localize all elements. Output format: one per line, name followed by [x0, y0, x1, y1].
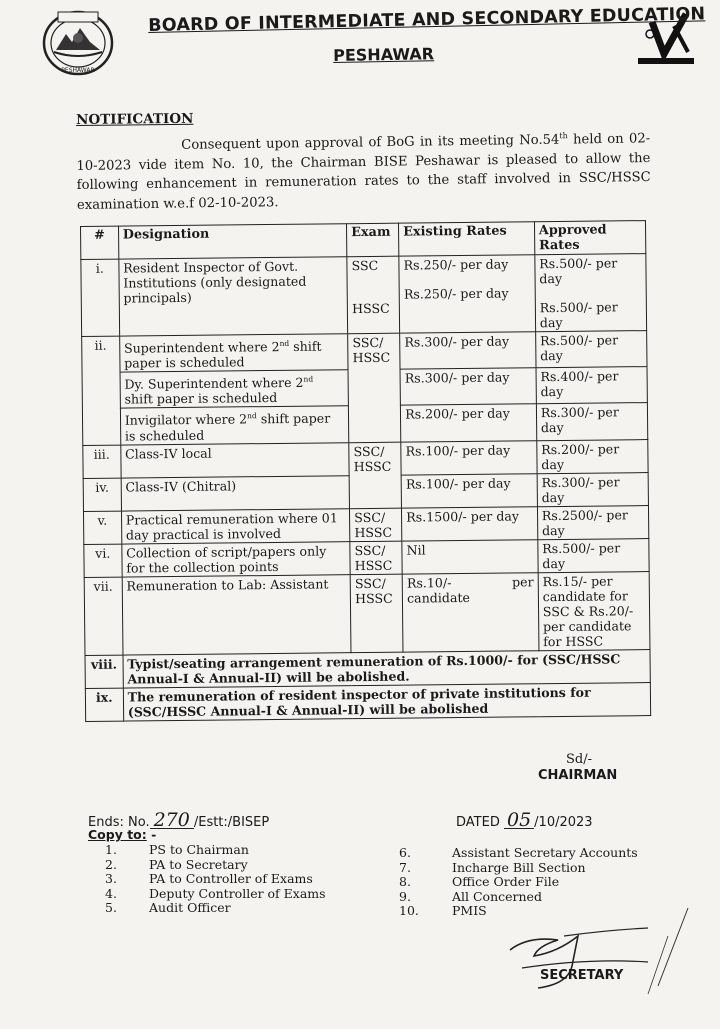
list-text: Assistant Secretary Accounts [452, 845, 638, 860]
designation-text: shift paper is scheduled [124, 338, 322, 371]
designation-sup: nd [303, 374, 314, 384]
copy-list-left [105, 843, 326, 916]
list-text: PA to Secretary [149, 856, 248, 872]
row-approved: Rs.200/- per day [537, 439, 649, 473]
row-designation: Resident Inspector of Govt. Institutions (only designated principals) [119, 257, 348, 336]
row-existing: Rs.300/- per day [400, 332, 536, 370]
para-text-1: Consequent upon approval of BoG in its meeting No.54 [181, 132, 560, 153]
list-item [105, 901, 326, 916]
dated-line [456, 809, 593, 831]
list-number: 1. [105, 842, 117, 857]
row-existing: Rs.100/- per day [401, 440, 537, 474]
row-existing: Rs.1500/- per day [402, 506, 538, 540]
secretary-title: SECRETARY [540, 968, 624, 983]
row-number: v. [83, 511, 121, 544]
exam-hssc: HSSC [351, 300, 390, 317]
exam-ssc: SSC [351, 257, 379, 274]
dated-day-handwritten: 05 [504, 812, 534, 829]
row-existing: Rs.100/- per day [401, 473, 537, 507]
row-approved [535, 254, 647, 332]
para-sup: th [559, 131, 568, 141]
row-exam: SSC/ HSSC [349, 442, 402, 509]
row-approved: Rs.300/- per day [537, 472, 649, 506]
row-designation: Collection of script/papers only for the collection points [122, 541, 351, 576]
existing-unit: candidate [407, 589, 471, 606]
sd-mark: Sd/- [566, 752, 592, 767]
row-note: The remuneration of resident inspector of private institutions for (SSC/HSSC Annual-I & Annual-II) will be abolished [123, 682, 651, 721]
designation-text: Invigilator where 2 [124, 411, 248, 429]
list-number: 2. [105, 856, 117, 872]
list-number: 6. [399, 845, 411, 860]
row-designation: Class-IV (Chitral) [121, 475, 350, 510]
list-text: Incharge Bill Section [452, 859, 586, 875]
list-text: Deputy Controller of Exams [149, 885, 326, 901]
row-approved: Rs.15/- per candidate for SSC & Rs.20/- per candidate for HSSC [538, 571, 650, 650]
table-row [84, 571, 650, 655]
designation-text: Superintendent where 2 [123, 339, 280, 356]
row-exam: SSC/ HSSC [350, 508, 402, 542]
designation-text: Dy. Superintendent where 2 [124, 375, 304, 392]
row-approved: Rs.400/- per day [536, 367, 648, 404]
list-number: 8. [399, 874, 411, 890]
row-designation: Class-IV local [121, 442, 350, 477]
row-designation [119, 334, 348, 373]
row-designation: Practical remuneration where 01 day practical is involved [121, 508, 350, 543]
row-existing: Rs.300/- per day [400, 368, 536, 406]
list-number: 9. [399, 888, 411, 904]
list-number: 7. [399, 859, 411, 875]
copy-to-text: Copy to: [88, 827, 147, 842]
list-text: All Concerned [452, 888, 542, 904]
chairman-title: CHAIRMAN [538, 768, 618, 783]
table-row [85, 682, 650, 721]
list-number: 5. [105, 900, 117, 916]
ends-suffix: /Estt:/BISEP [193, 815, 270, 830]
existing-ssc: Rs.250/- per day [403, 256, 509, 273]
header-no: # [81, 226, 119, 259]
row-number: vi. [84, 544, 122, 577]
row-exam: SSC/ HSSC [350, 574, 403, 653]
row-number: ix. [85, 688, 123, 721]
list-number: 10. [399, 903, 419, 919]
row-number: iv. [83, 478, 121, 511]
table-row [82, 331, 647, 373]
list-item [105, 872, 326, 887]
row-number: i. [81, 259, 120, 336]
row-exam [347, 256, 400, 334]
list-text: Office Order File [452, 874, 560, 890]
notification-heading: NOTIFICATION [76, 110, 194, 128]
designation-sup: nd [247, 411, 257, 421]
approved-hssc: Rs.500/- per day [539, 299, 618, 331]
row-exam: SSC/ HSSC [348, 333, 401, 442]
row-note: Typist/seating arrangement remuneration of Rs.1000/- for (SSC/HSSC Annual-I & Annual-II) will be abolished. [123, 649, 651, 688]
list-text: PA to Controller of Exams [149, 871, 313, 887]
row-approved: Rs.2500/- per day [537, 505, 649, 539]
list-item [399, 890, 638, 905]
designation-sup: nd [279, 338, 290, 348]
table-row [81, 254, 647, 337]
existing-hssc: Rs.250/- per day [403, 285, 509, 302]
existing-amount: Rs.10/- [406, 574, 452, 591]
row-approved: Rs.500/- per day [535, 331, 647, 368]
ends-number-handwritten: 270 [150, 812, 194, 829]
remuneration-table [80, 220, 651, 721]
copy-to-dash: - [146, 827, 157, 842]
row-exam: SSC/ HSSC [350, 541, 402, 575]
row-existing [402, 572, 538, 651]
approved-ssc: Rs.500/- per day [539, 255, 618, 287]
board-seal-logo [40, 8, 116, 78]
secretary-signature [498, 906, 698, 998]
list-item [399, 875, 638, 890]
dated-month-year: /10/2023 [534, 815, 593, 830]
row-approved: Rs.300/- per day [536, 403, 648, 440]
logo-text: PESHAWAR [61, 67, 95, 74]
list-item [399, 846, 638, 861]
designation-text: shift paper is scheduled [124, 390, 278, 407]
list-number: 4. [105, 885, 117, 901]
para-text-2: held on 02-10-2023 vide item No. 10, the Chairman BISE Peshawar is pleased to allow the following enhancement in remuneration rates to the staff involved in SSC/HSSC examination w.e.f 02-10-2023. [76, 131, 651, 213]
list-text: Audit Officer [149, 900, 231, 916]
list-number: 3. [105, 871, 117, 887]
list-item [105, 858, 326, 873]
dated-label: DATED [456, 815, 500, 830]
list-item [105, 843, 326, 858]
list-text: PS to Chairman [149, 842, 249, 857]
ends-label: Ends: No. [88, 815, 150, 830]
row-existing: Rs.200/- per day [401, 404, 537, 442]
header-exam: Exam [347, 223, 399, 257]
header-existing: Existing Rates [399, 222, 535, 256]
row-designation: Remuneration to Lab: Assistant [122, 574, 351, 654]
board-city: PESHAWAR [333, 44, 435, 65]
row-number: vii. [84, 577, 123, 655]
row-number: iii. [83, 445, 121, 478]
header-designation: Designation [118, 224, 347, 259]
board-title: BOARD OF INTERMEDIATE AND SECONDARY EDUCATION [148, 4, 706, 36]
row-number: ii. [82, 336, 121, 445]
row-existing: Nil [402, 539, 538, 573]
row-designation [120, 406, 349, 445]
list-item [399, 861, 638, 876]
header-approved: Approved Rates [534, 221, 646, 255]
list-item [105, 887, 326, 902]
existing-per: per [511, 573, 534, 590]
copy-to-label [88, 827, 156, 842]
list-text: PMIS [452, 903, 487, 919]
row-existing [399, 255, 535, 333]
designation-text: shift paper is scheduled [124, 410, 331, 444]
row-approved: Rs.500/- per day [538, 538, 650, 572]
notification-paragraph [76, 125, 651, 215]
row-number: viii. [85, 655, 123, 688]
row-designation [120, 370, 349, 409]
